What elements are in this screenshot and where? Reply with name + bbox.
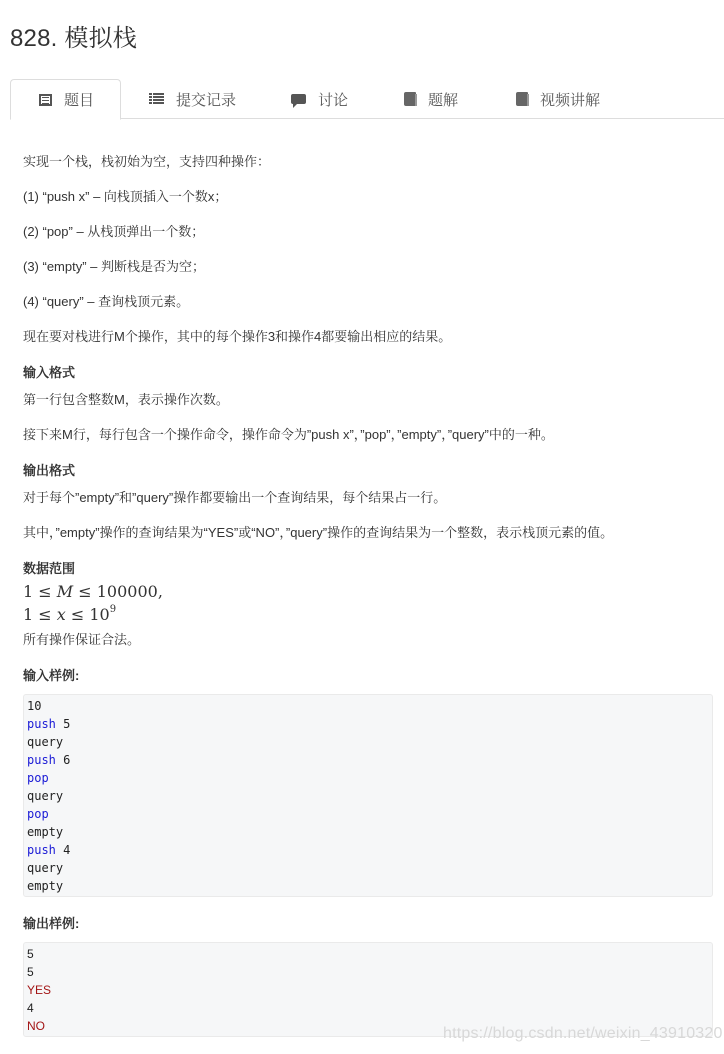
output-line: 5 xyxy=(27,947,34,961)
data-range-heading: 数据范围 xyxy=(23,561,76,576)
tab-discussion[interactable] xyxy=(291,79,348,119)
tab-label: 题目 xyxy=(64,92,95,109)
code-line: query xyxy=(27,789,64,803)
book-icon xyxy=(404,92,416,106)
operation-1: (1) “push x” – 向栈顶插入一个数x； xyxy=(23,189,228,204)
output-line: YES xyxy=(27,983,52,997)
comment-icon xyxy=(291,94,306,104)
tab-solutions[interactable] xyxy=(404,79,458,119)
code-line: query xyxy=(27,735,64,749)
output-line: 4 xyxy=(27,1001,34,1015)
tab-video[interactable] xyxy=(516,79,600,119)
tab-label: 提交记录 xyxy=(176,91,237,109)
book-icon xyxy=(516,92,528,106)
sample-input-heading: 输入样例: xyxy=(23,668,80,683)
code-line: 10 xyxy=(27,699,42,713)
input-format-heading: 输入格式 xyxy=(23,365,76,380)
sample-output-heading: 输出样例: xyxy=(23,916,80,931)
problem-summary: 现在要对栈进行M个操作，其中的每个操作3和操作4都要输出相应的结果。 xyxy=(23,329,452,344)
output-format-heading: 输出格式 xyxy=(23,463,76,478)
code-line: empty xyxy=(27,879,64,893)
problem-intro: 实现一个栈，栈初始为空，支持四种操作： xyxy=(23,154,271,169)
tab-label: 视频讲解 xyxy=(540,91,601,109)
code-line: push 5 xyxy=(27,717,71,731)
code-line: query xyxy=(27,861,64,875)
list-box-icon xyxy=(39,94,52,106)
data-range-m: 1 ≤ M ≤ 100000, xyxy=(23,582,163,601)
tab-problem[interactable] xyxy=(10,79,121,120)
list-icon xyxy=(149,93,164,105)
tab-label: 讨论 xyxy=(318,91,349,109)
problem-tabs xyxy=(10,79,724,119)
operation-2: (2) “pop” – 从栈顶弹出一个数； xyxy=(23,224,205,239)
output-line: 5 xyxy=(27,965,34,979)
page-title: 828. 模拟栈 xyxy=(10,25,137,52)
data-range-note: 所有操作保证合法。 xyxy=(23,632,141,647)
output-format-line: 其中，”empty”操作的查询结果为“YES”或“NO”，”query”操作的查询结果为一个整数，表示栈顶元素的值。 xyxy=(23,525,614,540)
sample-output-code xyxy=(23,942,713,1037)
output-line: NO xyxy=(27,1019,45,1033)
tab-label: 题解 xyxy=(428,91,459,109)
code-line: empty xyxy=(27,825,64,839)
operation-4: (4) “query” – 查询栈顶元素。 xyxy=(23,294,190,309)
data-range-x: $1 \le x \le 10^9$ xyxy=(23,604,117,624)
operation-3: (3) “empty” – 判断栈是否为空； xyxy=(23,259,206,274)
input-format-line: 第一行包含整数M，表示操作次数。 xyxy=(23,392,229,407)
code-line: push 4 xyxy=(27,843,71,857)
code-line: pop xyxy=(27,771,49,785)
code-line: pop xyxy=(27,807,49,821)
code-line: push 6 xyxy=(27,753,71,767)
watermark: https://blog.csdn.net/weixin_43910320 xyxy=(443,1025,723,1042)
input-format-line: 接下来M行，每行包含一个操作命令，操作命令为”push x”，”pop”，”empty”，”query”中的一种。 xyxy=(23,427,554,442)
sample-input-code xyxy=(23,694,713,897)
tab-submissions[interactable] xyxy=(149,79,236,119)
output-format-line: 对于每个”empty”和”query”操作都要输出一个查询结果，每个结果占一行。 xyxy=(23,490,447,505)
